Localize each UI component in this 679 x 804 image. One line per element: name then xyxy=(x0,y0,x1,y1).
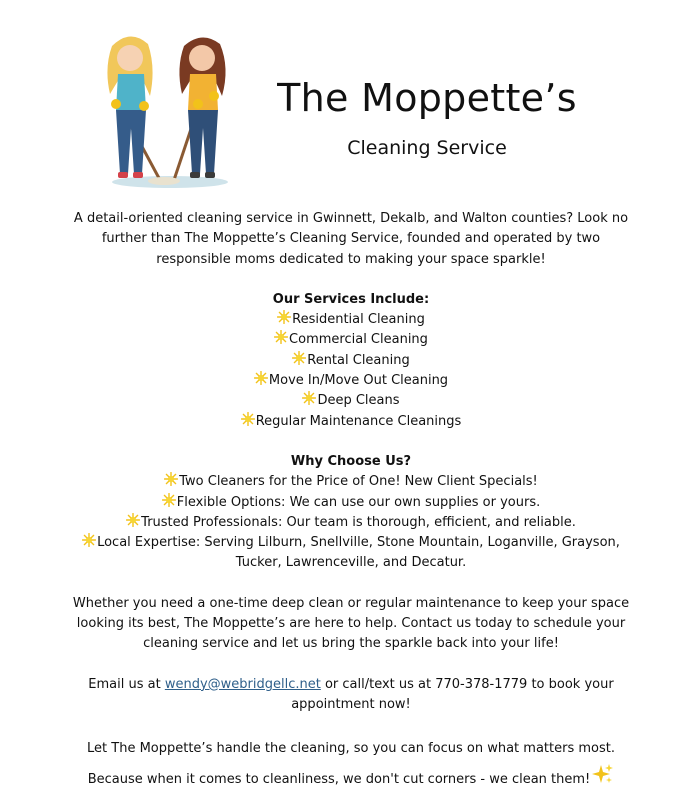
final-text: Let The Moppette’s handle the cleaning, so you can focus on what matters most. Because when it comes to cleanliness, we don't cut corners - we clean them! xyxy=(87,741,615,788)
service-item xyxy=(70,391,632,411)
sparkle-icon xyxy=(164,472,178,486)
sparkle-icon xyxy=(254,371,268,385)
why-item xyxy=(70,472,632,492)
two-women-cleaning-illustration-icon xyxy=(82,24,252,194)
contact-before: Email us at xyxy=(88,676,165,692)
sparkle-icon xyxy=(302,391,316,405)
sparkle-icon xyxy=(277,310,291,324)
service-item-label: Deep Cleans xyxy=(317,393,400,409)
why-item xyxy=(70,513,632,533)
why-item-label: Trusted Professionals: Our team is thorough, efficient, and reliable. xyxy=(141,514,576,530)
service-item-label: Residential Cleaning xyxy=(292,312,425,328)
sparkle-icon xyxy=(82,533,96,547)
sparkles-icon xyxy=(590,762,614,786)
sparkle-icon xyxy=(274,330,288,344)
contact-after: or call/text us at 770-378-1779 to book your appointment now! xyxy=(291,676,614,712)
contact-paragraph xyxy=(70,675,632,716)
sparkle-icon xyxy=(292,351,306,365)
sparkle-icon xyxy=(126,513,140,527)
service-item xyxy=(70,310,632,330)
final-paragraph xyxy=(70,735,632,793)
why-item xyxy=(70,493,632,513)
service-item-label: Regular Maintenance Cleanings xyxy=(255,413,462,429)
why-item-label: Local Expertise: Serving Lilburn, Snellville, Stone Mountain, Loganville, Grayson, Tucker, Lawrenceville, and Decatur. xyxy=(97,535,620,571)
page-subtitle: Cleaning Service xyxy=(347,137,507,159)
why-item-label: Two Cleaners for the Price of One! New Client Specials! xyxy=(179,474,538,490)
service-item xyxy=(70,330,632,350)
service-item xyxy=(70,351,632,371)
page-title: The Moppette’s xyxy=(277,76,577,120)
sparkle-icon xyxy=(162,493,176,507)
service-item xyxy=(70,371,632,391)
intro-paragraph: A detail-oriented cleaning service in Gwinnett, Dekalb, and Walton counties? Look no further than The Moppette’s Cleaning Service, founded and operated by two responsible moms dedicated to making your space sparkle! xyxy=(73,211,629,267)
service-item-label: Move In/Move Out Cleaning xyxy=(268,373,449,389)
closing-paragraph: Whether you need a one-time deep clean or regular maintenance to keep your space looking its best, The Moppette’s are here to help. Contact us today to schedule your cleaning service and let us bring the sparkle back into your life! xyxy=(72,595,630,652)
flyer-body xyxy=(70,209,632,793)
sparkle-icon xyxy=(241,412,255,426)
service-item-label: Commercial Cleaning xyxy=(289,332,428,348)
email-link[interactable]: wendy@webridgellc.net xyxy=(164,676,321,692)
why-item xyxy=(70,533,632,574)
service-item xyxy=(70,412,632,432)
services-heading: Our Services Include: xyxy=(272,291,430,307)
why-heading: Why Choose Us? xyxy=(290,453,412,469)
why-item-label: Flexible Options: We can use our own supplies or yours. xyxy=(176,494,541,510)
service-item-label: Rental Cleaning xyxy=(307,352,410,368)
